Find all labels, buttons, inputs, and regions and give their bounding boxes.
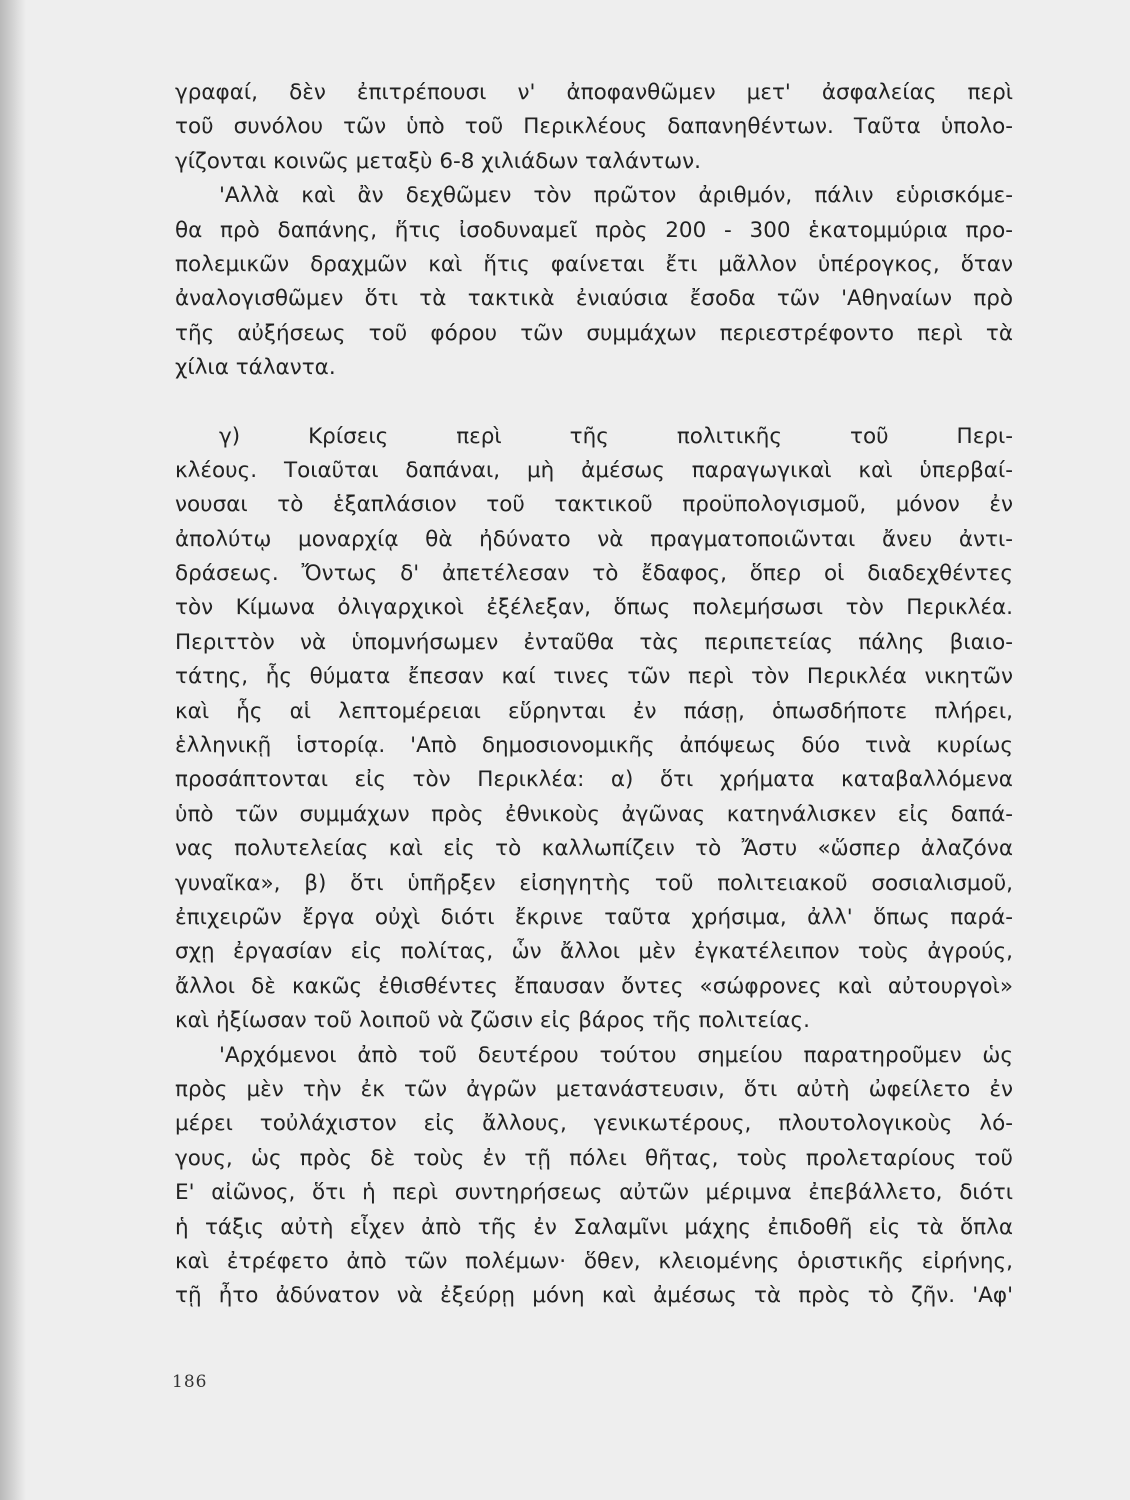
section-heading-line: γ) Κρίσεις περὶ τῆς πολιτικῆς τοῦ Περι- — [219, 423, 1013, 449]
paragraph-gap — [175, 386, 1013, 420]
text-line: νας πολυτελείας καὶ εἰς τὸ καλλωπίζειν τὸ Ἄστυ «ὥσπερ ἀλαζόνα — [175, 836, 1013, 862]
text-line: καὶ ἧς αἱ λεπτομέρειαι εὕρηνται ἐν πάσῃ, ὁπωσδήποτε πλήρει, — [175, 698, 1013, 724]
text-line: μέρει τοὐλάχιστον εἰς ἄλλους, γενικωτέρους, πλουτολογικοὺς λό- — [175, 1111, 1013, 1137]
text-line: κλέους. Τοιαῦται δαπάναι, μὴ ἀμέσως παραγωγικαὶ καὶ ὑπερβαί- — [175, 457, 1013, 483]
text-line: δράσεως. Ὄντως δ' ἀπετέλεσαν τὸ ἔδαφος, ὅπερ οἱ διαδεχθέντες — [175, 561, 1013, 587]
text-line: γυναῖκα», β) ὅτι ὑπῆρξεν εἰσηγητὴς τοῦ πολιτειακοῦ σοσιαλισμοῦ, — [175, 870, 1013, 896]
text-line: ἄλλοι δὲ κακῶς ἐθισθέντες ἔπαυσαν ὄντες «σώφρονες καὶ αὐτουργοὶ» — [175, 973, 1013, 999]
text-line: τῆς αὐξήσεως τοῦ φόρου τῶν συμμάχων περιεστρέφοντο περὶ τὰ — [175, 320, 1013, 346]
text-line: ἑλληνικῇ ἱστορίᾳ. 'Απὸ δημοσιονομικῆς ἀπόψεως δύο τινὰ κυρίως — [175, 733, 1013, 759]
text-line: πολεμικῶν δραχμῶν καὶ ἥτις φαίνεται ἔτι μᾶλλον ὑπέρογκος, ὅταν — [175, 251, 1013, 277]
text-line: θα πρὸ δαπάνης, ἥτις ἰσοδυναμεῖ πρὸς 200 - 300 ἑκατομμύρια προ- — [175, 217, 1013, 243]
text-line: καὶ ἐτρέφετο ἀπὸ τῶν πολέμων· ὅθεν, κλειομένης ὁριστικῆς εἰρήνης, — [175, 1248, 1013, 1274]
text-line: Περιττὸν νὰ ὑπομνήσωμεν ἐνταῦθα τὰς περιπετείας πάλης βιαιο- — [175, 629, 1013, 655]
text-line: γραφαί, δὲν ἐπιτρέπουσι ν' ἀποφανθῶμεν μετ' ἀσφαλείας περὶ — [175, 80, 1013, 105]
text-line: 'Αρχόμενοι ἀπὸ τοῦ δευτέρου τούτου σημείου παρατηροῦμεν ὡς — [219, 1042, 1013, 1068]
text-line: νουσαι τὸ ἑξαπλάσιον τοῦ τακτικοῦ προϋπολογισμοῦ, μόνον ἐν — [175, 492, 1013, 518]
text-line: καὶ ἠξίωσαν τοῦ λοιποῦ νὰ ζῶσιν εἰς βάρος τῆς πολιτείας. — [175, 1008, 810, 1034]
text-line: τάτης, ἧς θύματα ἔπεσαν καί τινες τῶν περὶ τὸν Περικλέα νικητῶν — [175, 664, 1013, 690]
page-number: 186 — [172, 1372, 208, 1392]
text-line: ἀναλογισθῶμεν ὅτι τὰ τακτικὰ ἐνιαύσια ἔσοδα τῶν 'Αθηναίων πρὸ — [175, 286, 1013, 312]
text-line: ὑπὸ τῶν συμμάχων πρὸς ἐθνικοὺς ἀγῶνας κατηνάλισκεν εἰς δαπά- — [175, 801, 1013, 827]
text-line: πρὸς μὲν τὴν ἐκ τῶν ἀγρῶν μετανάστευσιν, ὅτι αὐτὴ ὠφείλετο ἐν — [175, 1076, 1013, 1102]
text-line: σχῃ ἐργασίαν εἰς πολίτας, ὧν ἄλλοι μὲν ἐγκατέλειπον τοὺς ἀγρούς, — [175, 939, 1013, 965]
text-line: ἀπολύτῳ μοναρχίᾳ θὰ ἠδύνατο νὰ πραγματοποιῶνται ἄνευ ἀντι- — [175, 526, 1013, 552]
text-line: γίζονται κοινῶς μεταξὺ 6-8 χιλιάδων ταλάντων. — [175, 148, 701, 174]
binding-shadow — [0, 0, 26, 1500]
text-line: 'Αλλὰ καὶ ἂν δεχθῶμεν τὸν πρῶτον ἀριθμόν, πάλιν εὑρισκόμε- — [219, 183, 1013, 209]
text-line: ἐπιχειρῶν ἔργα οὐχὶ διότι ἔκρινε ταῦτα χρήσιμα, ἀλλ' ὅπως παρά- — [175, 904, 1013, 930]
text-line: τοῦ συνόλου τῶν ὑπὸ τοῦ Περικλέους δαπανηθέντων. Ταῦτα ὑπολο- — [175, 114, 1013, 140]
text-line: ἡ τάξις αὐτὴ εἶχεν ἀπὸ τῆς ἐν Σαλαμῖνι μάχης ἐπιδοθῆ εἰς τὰ ὅπλα — [175, 1214, 1013, 1240]
text-line: χίλια τάλαντα. — [175, 355, 336, 381]
body-text — [175, 76, 1013, 1314]
text-line: τῇ ἦτο ἀδύνατον νὰ ἐξεύρῃ μόνη καὶ ἀμέσως τὰ πρὸς τὸ ζῆν. 'Αφ' — [175, 1283, 1013, 1309]
text-line: προσάπτονται εἰς τὸν Περικλέα: α) ὅτι χρήματα καταβαλλόμενα — [175, 767, 1013, 793]
text-line: τὸν Κίμωνα ὀλιγαρχικοὶ ἐξέλεξαν, ὅπως πολεμήσωσι τὸν Περικλέα. — [175, 595, 1013, 621]
text-line: γους, ὡς πρὸς δὲ τοὺς ἐν τῇ πόλει θῆτας, τοὺς προλεταρίους τοῦ — [175, 1145, 1013, 1171]
text-line: Ε' αἰῶνος, ὅτι ἡ περὶ συντηρήσεως αὐτῶν μέριμνα ἐπεβάλλετο, διότι — [175, 1180, 1013, 1206]
